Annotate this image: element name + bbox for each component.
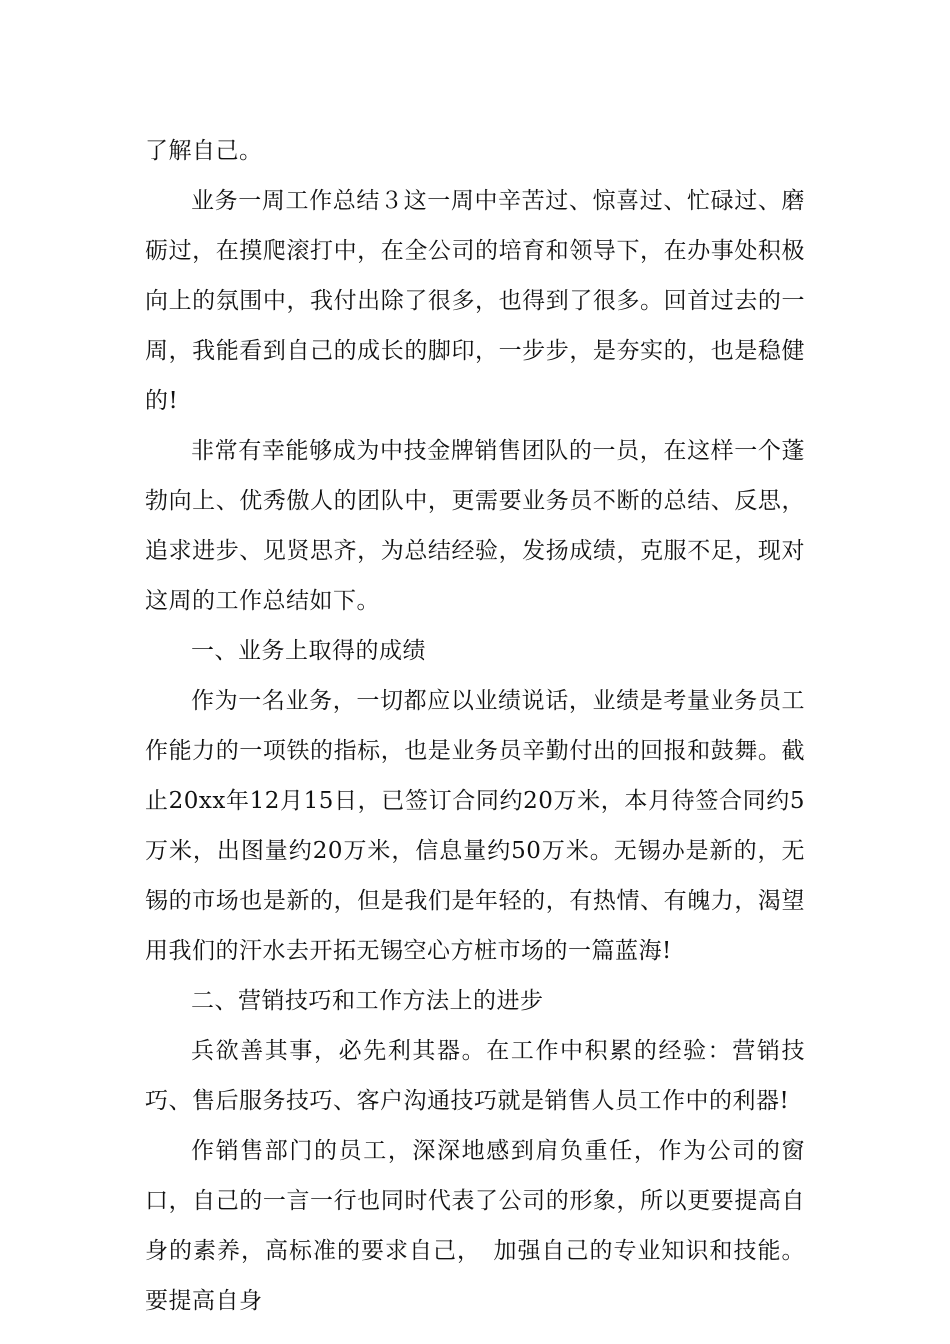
paragraph-team-reflection: 非常有幸能够成为中技金牌销售团队的一员，在这样一个蓬勃向上、优秀傲人的团队中，更需要业务员不断的总结、反思，追求进步、见贤思齐，为总结经验，发扬成绩，克服不足，现对这周的工作总结如下。 bbox=[145, 438, 805, 614]
document-body bbox=[145, 126, 805, 1326]
paragraph-continuation: 了解自己。 bbox=[145, 138, 263, 164]
paragraph-sales-skills: 兵欲善其事，必先利其器。在工作中积累的经验：营销技巧、售后服务技巧、客户沟通技巧就是销售人员工作中的利器! bbox=[145, 1038, 805, 1114]
section-heading-sales-skills: 二、营销技巧和工作方法上的进步 bbox=[191, 988, 544, 1014]
section-heading-achievements: 一、业务上取得的成绩 bbox=[191, 638, 426, 664]
paragraph-achievements: 作为一名业务，一切都应以业绩说话，业绩是考量业务员工作能力的一项铁的指标，也是业务员辛勤付出的回报和鼓舞。截止20xx年12月15日，已签订合同约20万米，本月待签合同约5万米，出图量约20万米，信息量约50万米。无锡办是新的，无锡的市场也是新的，但是我们是年轻的，有热情、有魄力，渴望用我们的汗水去开拓无锡空心方桩市场的一篇蓝海! bbox=[145, 688, 805, 964]
paragraph-sales-staff-duty: 作销售部门的员工，深深地感到肩负重任，作为公司的窗口，自己的一言一行也同时代表了公司的形象，所以更要提高自身的素养，高标准的要求自己， 加强自己的专业知识和技能。要提高自身 bbox=[145, 1138, 805, 1314]
paragraph-weekly-summary-intro: 业务一周工作总结３这一周中辛苦过、惊喜过、忙碌过、磨砺过，在摸爬滚打中，在全公司的培育和领导下，在办事处积极向上的氛围中，我付出除了很多，也得到了很多。回首过去的一周，我能看到自己的成长的脚印，一步步，是夯实的，也是稳健的! bbox=[145, 188, 805, 414]
